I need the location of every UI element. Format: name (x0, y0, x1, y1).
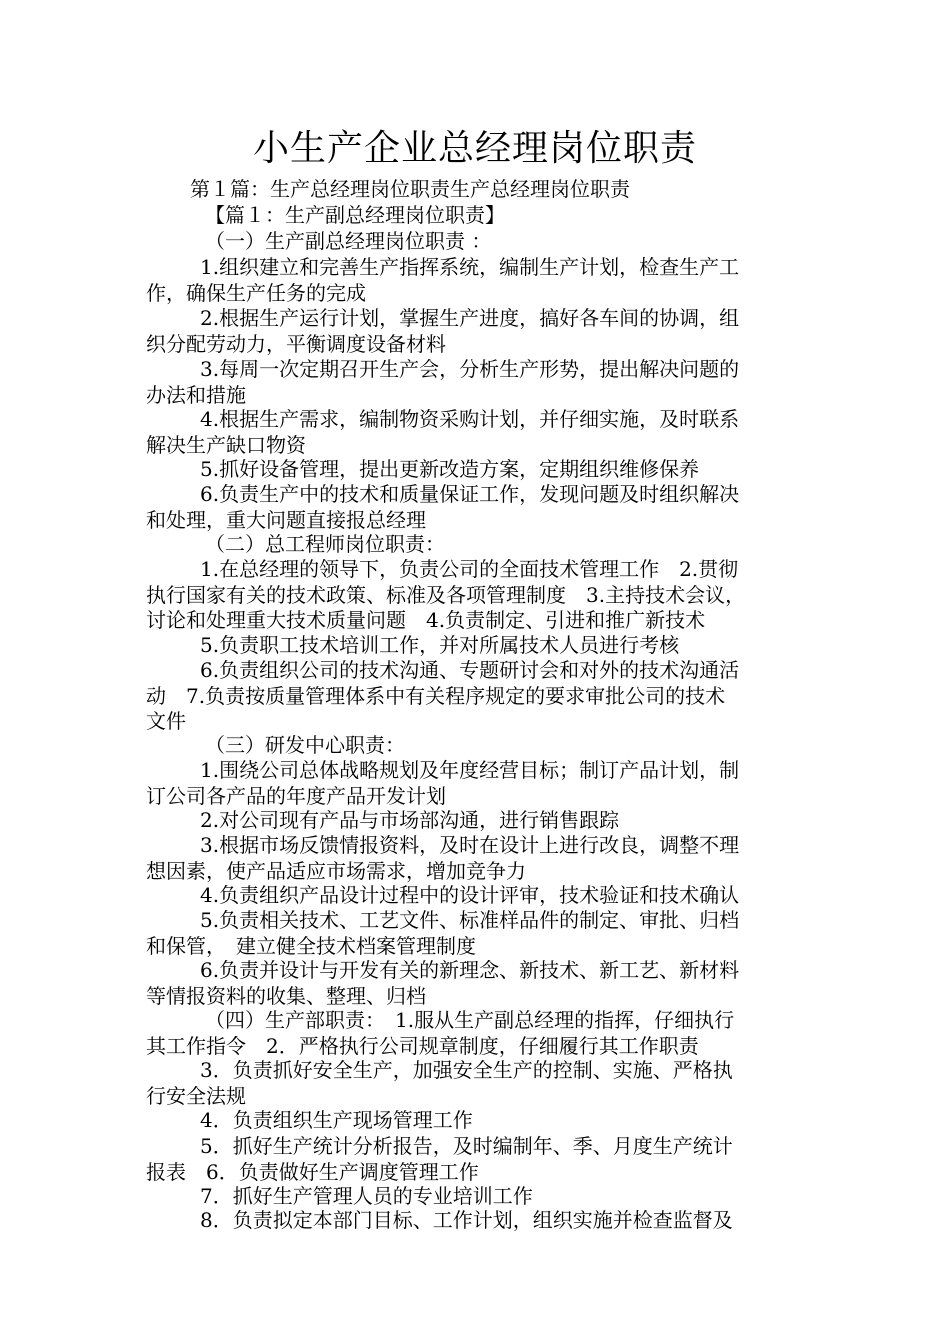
document-line: 行安全法规 (146, 1084, 246, 1108)
document-line: 执行国家有关的技术政策、标准及各项管理制度 3.主持技术会议， (146, 583, 746, 607)
document-line: 【篇１：生产副总经理岗位职责】 (205, 203, 505, 227)
document-line: 动 7.负责按质量管理体系中有关程序规定的要求审批公司的技术 (146, 684, 726, 708)
document-line: 7．抓好生产管理人员的专业培训工作 (200, 1184, 533, 1208)
document-line: 5.抓好设备管理，提出更新改造方案，定期组织维修保养 (200, 457, 700, 481)
document-line: （二）总工程师岗位职责： (205, 532, 445, 556)
document-line: 3．负责抓好安全生产，加强安全生产的控制、实施、严格执 (200, 1058, 733, 1082)
document-line: 5.负责职工技术培训工作，并对所属技术人员进行考核 (200, 633, 680, 657)
document-line: 文件 (146, 709, 186, 733)
document-line: 5．抓好生产统计分析报告，及时编制年、季、月度生产统计 (200, 1134, 733, 1158)
document-line: 4．负责组织生产现场管理工作 (200, 1108, 473, 1132)
document-line: 1.在总经理的领导下，负责公司的全面技术管理工作 2.贯彻 (200, 557, 739, 581)
document-line: 报表 6．负责做好生产调度管理工作 (146, 1160, 479, 1184)
document-line: 3.根据市场反馈情报资料，及时在设计上进行改良，调整不理 (200, 833, 740, 857)
document-title: 小生产企业总经理岗位职责 (252, 128, 697, 169)
document-line: （四）生产部职责： 1.服从生产副总经理的指挥，仔细执行 (205, 1008, 735, 1032)
document-line: 4.负责组织产品设计过程中的设计评审，技术验证和技术确认 (200, 883, 740, 907)
document-line: 4.根据生产需求，编制物资采购计划，并仔细实施，及时联系 (200, 407, 740, 431)
document-line: 3.每周一次定期召开生产会，分析生产形势，提出解决问题的 (200, 357, 740, 381)
document-line: 讨论和处理重大技术质量问题 4.负责制定、引进和推广新技术 (146, 608, 706, 632)
document-line: （一）生产副总经理岗位职责 ： (205, 229, 492, 253)
document-line: 等情报资料的收集、整理、归档 (146, 984, 426, 1008)
document-line: 6.负责组织公司的技术沟通、专题研讨会和对外的技术沟通活 (200, 658, 740, 682)
document-line: 订公司各产品的年度产品开发计划 (146, 784, 446, 808)
document-line: 其工作指令 2．严格执行公司规章制度，仔细履行其工作职责 (146, 1034, 699, 1058)
document-line: 2.对公司现有产品与市场部沟通，进行销售跟踪 (200, 808, 620, 832)
document-line: 和处理，重大问题直接报总经理 (146, 508, 426, 532)
document-line: 1.围绕公司总体战略规划及年度经营目标；制订产品计划，制 (200, 758, 740, 782)
document-line: 想因素，使产品适应市场需求，增加竞争力 (146, 859, 526, 883)
document-line: 和保管， 建立健全技术档案管理制度 (146, 934, 476, 958)
document-line: 第１篇：生产总经理岗位职责生产总经理岗位职责 (190, 177, 630, 201)
document-line: 织分配劳动力，平衡调度设备材料 (146, 332, 446, 356)
document-line: 解决生产缺口物资 (146, 433, 306, 457)
document-line: 办法和措施 (146, 383, 246, 407)
document-line: 8．负责拟定本部门目标、工作计划，组织实施并检查监督及 (200, 1208, 733, 1232)
document-line: （三）研发中心职责： (205, 733, 405, 757)
document-line: 1.组织建立和完善生产指挥系统，编制生产计划，检查生产工 (200, 255, 740, 279)
document-line: 2.根据生产运行计划，掌握生产进度，搞好各车间的协调，组 (200, 306, 740, 330)
document-line: 作，确保生产任务的完成 (146, 281, 366, 305)
document-line: 5.负责相关技术、工艺文件、标准样品件的制定、审批、归档 (200, 908, 740, 932)
document-line: 6.负责生产中的技术和质量保证工作，发现问题及时组织解决 (200, 482, 740, 506)
document-line: 6.负责并设计与开发有关的新理念、新技术、新工艺、新材料 (200, 958, 740, 982)
